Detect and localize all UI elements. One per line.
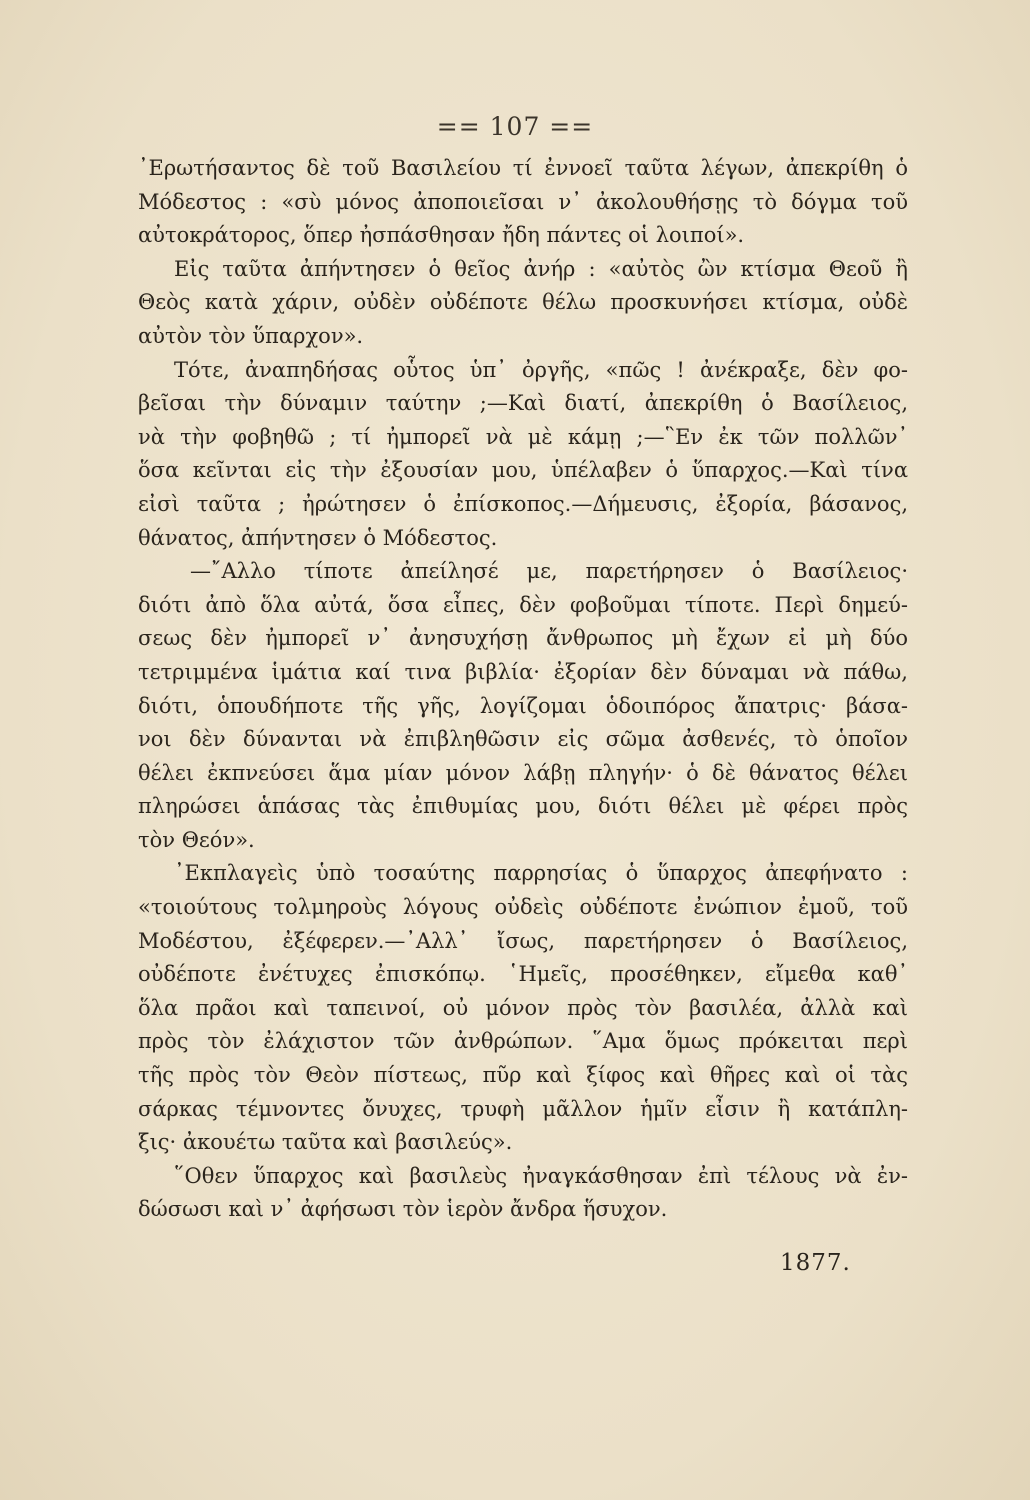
text-line: σάρκας τέμνοντες ὄνυχες, τρυφὴ μᾶλλον ἡμῖν εἶσιν ἢ κατάπλη- (138, 1096, 908, 1121)
date-signature: 1877. (780, 1250, 851, 1276)
text-line: ὅλα πρᾶοι καὶ ταπεινοί, οὐ μόνον πρὸς τὸν βασιλέα, ἀλλὰ καὶ (138, 995, 908, 1020)
text-line: ὅσα κεῖνται εἰς τὴν ἐξουσίαν μου, ὑπέλαβεν ὁ ὕπαρχος.—Καὶ τίνα (138, 458, 908, 483)
text-line: ῞Οθεν ὕπαρχος καὶ βασιλεὺς ἠναγκάσθησαν ἐπὶ τέλους νὰ ἐν- (174, 1163, 908, 1188)
text-line: «τοιούτους τολμηροὺς λόγους οὐδεὶς οὐδέποτε ἐνώπιον ἐμοῦ, τοῦ (138, 895, 908, 920)
text-line: πληρώσει ἁπάσας τὰς ἐπιθυμίας μου, διότι θέλει μὲ φέρει πρὸς (138, 794, 908, 819)
text-line: τῆς πρὸς τὸν Θεὸν πίστεως, πῦρ καὶ ξίφος καὶ θῆρες καὶ οἱ τὰς (138, 1063, 908, 1088)
text-line: —῎Αλλο τίποτε ἀπείλησέ με, παρετήρησεν ὁ Βασίλειος· (190, 559, 908, 584)
text-line: τὸν Θεόν». (138, 827, 255, 852)
text-line: αὐτοκράτορος, ὅπερ ἠσπάσθησαν ἤδη πάντες οἱ λοιποί». (138, 223, 745, 248)
text-line: Εἰς ταῦτα ἀπήντησεν ὁ θεῖος ἀνήρ : «αὐτὸς ὢν κτίσμα Θεοῦ ἢ (174, 256, 908, 281)
text-line: τετριμμένα ἱμάτια καί τινα βιβλία· ἐξορίαν δὲν δύναμαι νὰ πάθω, (138, 659, 908, 684)
text-line: νοι δὲν δύνανται νὰ ἐπιβληθῶσιν εἰς σῶμα ἀσθενές, τὸ ὁποῖον (138, 727, 908, 752)
text-line: Θεὸς κατὰ χάριν, οὐδὲν οὐδέποτε θέλω προσκυνήσει κτίσμα, οὐδὲ (138, 290, 908, 315)
text-line: Μοδέστου, ἐξέφερεν.—᾿Αλλ᾿ ἴσως, παρετήρησεν ὁ Βασίλειος, (138, 928, 908, 953)
text-line: δώσωσι καὶ ν᾿ ἀφήσωσι τὸν ἱερὸν ἄνδρα ἥσυχον. (138, 1197, 668, 1222)
text-line: οὐδέποτε ἐνέτυχες ἐπισκόπῳ. ῾Ημεῖς, προσέθηκεν, εἴμεθα καθ᾿ (138, 962, 908, 987)
text-line: Τότε, ἀναπηδήσας οὗτος ὑπ᾿ ὀργῆς, «πῶς ! ἀνέκραξε, δὲν φο- (174, 357, 908, 382)
text-line: πρὸς τὸν ἐλάχιστον τῶν ἀνθρώπων. ῞Αμα ὅμως πρόκειται περὶ (138, 1029, 908, 1054)
text-line: αὐτὸν τὸν ὕπαρχον». (138, 323, 364, 348)
text-line: νὰ τὴν φοβηθῶ ; τί ἠμπορεῖ νὰ μὲ κάμῃ ;—῝Εν ἐκ τῶν πολλῶν᾿ (138, 424, 908, 449)
page-number: == 107 == (436, 112, 594, 141)
text-line: ᾿Εκπλαγεὶς ὑπὸ τοσαύτης παρρησίας ὁ ὕπαρχος ἀπεφήνατο : (174, 861, 908, 886)
page-body (138, 152, 908, 1227)
text-line: θάνατος, ἀπήντησεν ὁ Μόδεστος. (138, 525, 498, 550)
text-line: ᾿Ερωτήσαντος δὲ τοῦ Βασιλείου τί ἐννοεῖ ταῦτα λέγων, ἀπεκρίθη ὁ (138, 156, 908, 180)
text-line: σεως δὲν ἠμπορεῖ ν᾿ ἀνησυχήσῃ ἄνθρωπος μὴ ἔχων εἰ μὴ δύο (138, 626, 908, 651)
text-line: ξις· ἀκουέτω ταῦτα καὶ βασιλεύς». (138, 1130, 513, 1155)
text-line: διότι, ὁπουδήποτε τῆς γῆς, λογίζομαι ὁδοιπόρος ἄπατρις· βάσα- (138, 693, 908, 718)
text-line: εἰσὶ ταῦτα ; ἠρώτησεν ὁ ἐπίσκοπος.—Δήμευσις, ἐξορία, βάσανος, (138, 491, 908, 516)
text-line: Μόδεστος : «σὺ μόνος ἀποποιεῖσαι ν᾿ ἀκολουθήσῃς τὸ δόγμα τοῦ (138, 189, 908, 214)
text-line: βεῖσαι τὴν δύναμιν ταύτην ;—Καὶ διατί, ἀπεκρίθη ὁ Βασίλειος, (138, 391, 908, 416)
text-line: διότι ἀπὸ ὅλα αὐτά, ὅσα εἶπες, δὲν φοβοῦμαι τίποτε. Περὶ δημεύ- (138, 592, 908, 617)
text-line: θέλει ἐκπνεύσει ἅμα μίαν μόνον λάβῃ πληγήν· ὁ δὲ θάνατος θέλει (138, 760, 908, 785)
